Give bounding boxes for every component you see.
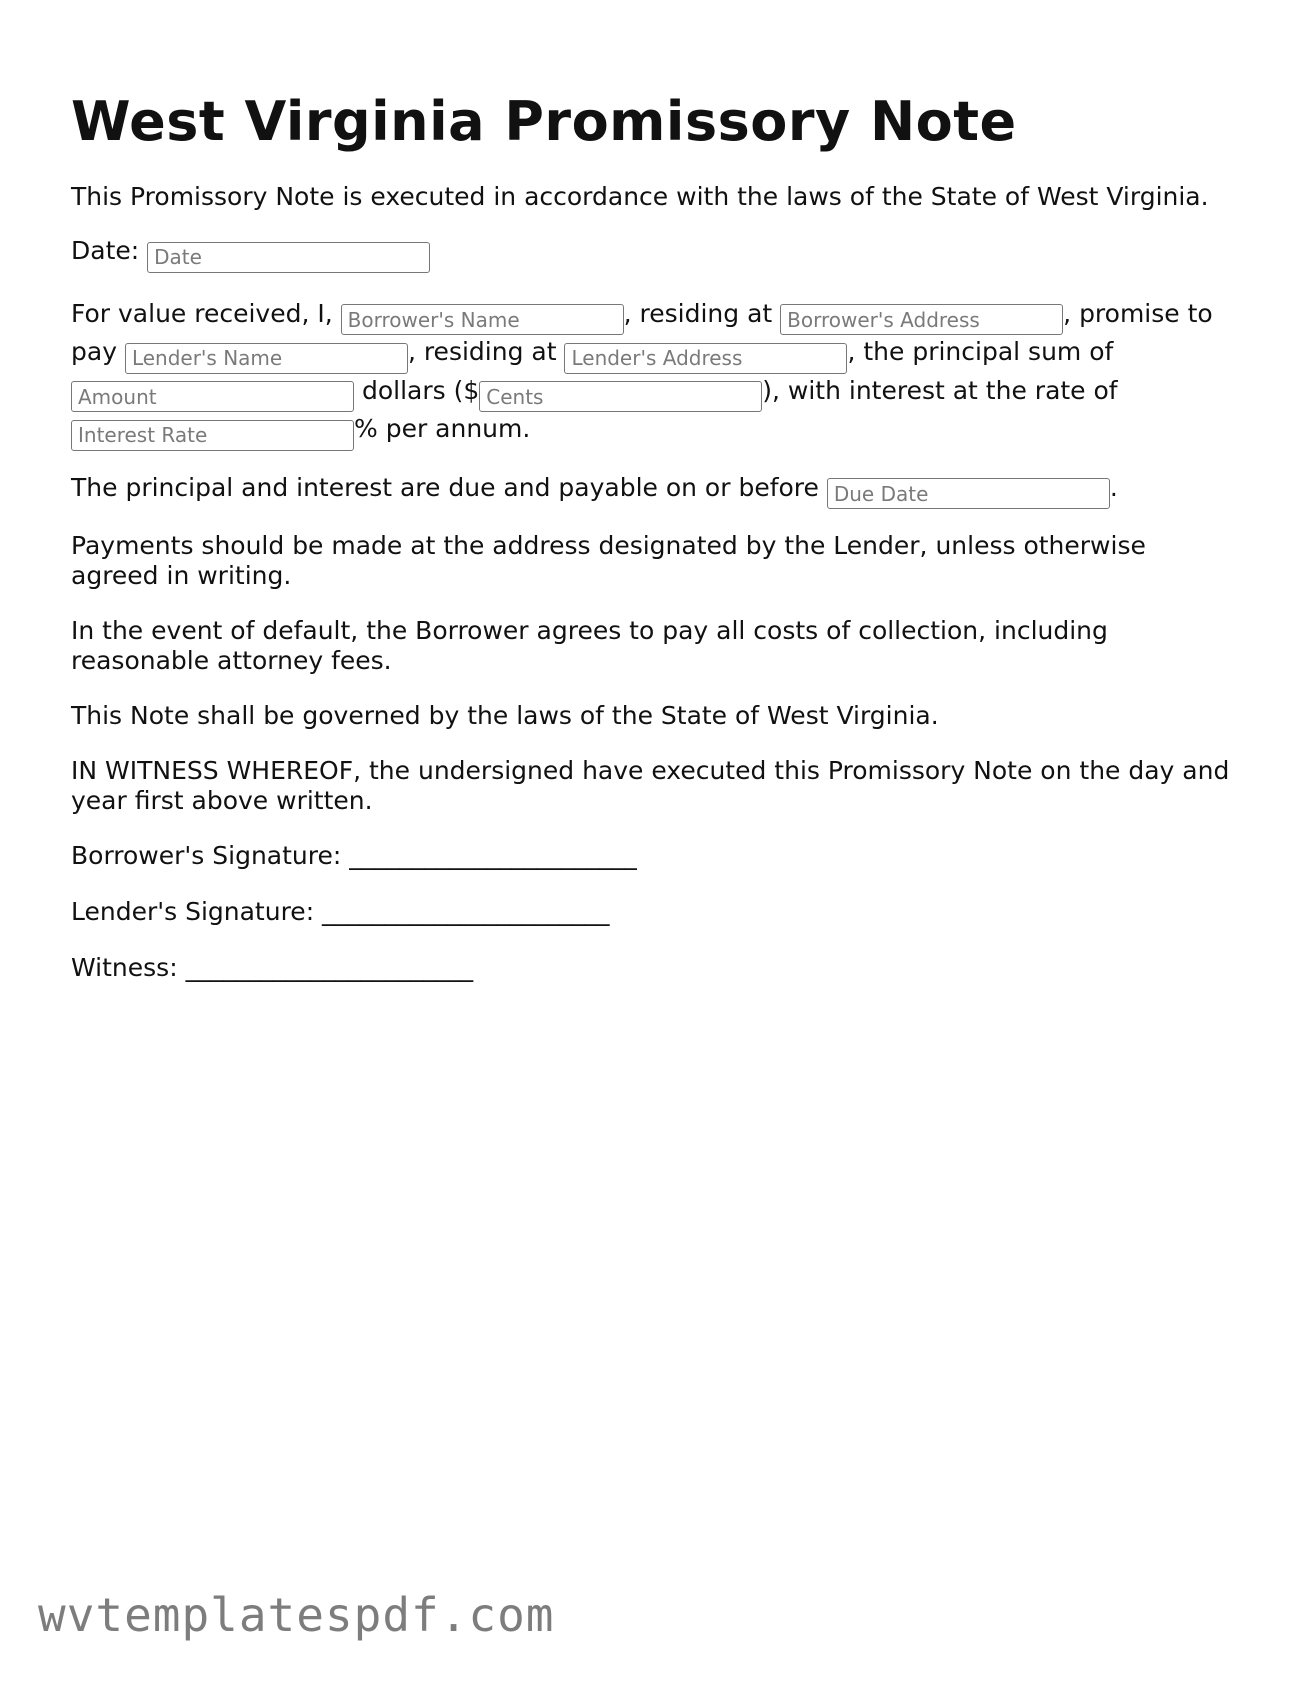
lender-signature-line: Lender's Signature: _______________________ bbox=[71, 897, 610, 926]
intro-paragraph: This Promissory Note is executed in accordance with the laws of the State of West Virginia. bbox=[71, 182, 1209, 211]
borrower-signature-line: Borrower's Signature: _______________________ bbox=[71, 841, 637, 870]
witness-signature-line: Witness: _______________________ bbox=[71, 953, 474, 982]
default-paragraph: In the event of default, the Borrower agrees to pay all costs of collection, including reasonable attorney fees. bbox=[71, 616, 1108, 675]
witness-clause: IN WITNESS WHEREOF, the undersigned have executed this Promissory Note on the day and year first above written. bbox=[71, 756, 1230, 815]
lender-name-field[interactable] bbox=[125, 343, 408, 374]
value-text-1: For value received, I, bbox=[71, 298, 333, 328]
governing-law-paragraph: This Note shall be governed by the laws of the State of West Virginia. bbox=[71, 701, 939, 730]
interest-rate-field[interactable] bbox=[71, 420, 354, 451]
value-clause bbox=[71, 297, 1241, 451]
amount-field[interactable] bbox=[71, 381, 354, 412]
document-title: West Virginia Promissory Note bbox=[71, 90, 1017, 153]
due-end: . bbox=[1109, 472, 1118, 502]
value-text-8: % per annum. bbox=[354, 414, 531, 443]
value-text-2: , residing at bbox=[623, 298, 773, 328]
date-line bbox=[71, 236, 1241, 273]
lender-address-field[interactable] bbox=[564, 343, 847, 374]
cents-field[interactable] bbox=[479, 381, 762, 412]
watermark: wvtemplatespdf.com bbox=[38, 1588, 555, 1642]
payments-paragraph: Payments should be made at the address designated by the Lender, unless otherwise agreed in writing. bbox=[71, 531, 1146, 590]
due-clause bbox=[71, 473, 1241, 510]
due-date-field[interactable] bbox=[827, 478, 1110, 509]
document-page bbox=[71, 84, 1241, 983]
date-field[interactable] bbox=[147, 242, 430, 273]
value-text-5: , the principal sum of bbox=[847, 337, 1114, 366]
date-label: Date: bbox=[71, 236, 140, 265]
value-text-7: ), with interest at the rate of bbox=[762, 375, 1118, 405]
borrower-address-field[interactable] bbox=[780, 304, 1063, 335]
borrower-name-field[interactable] bbox=[341, 304, 624, 335]
value-text-4: , residing at bbox=[407, 337, 557, 366]
value-text-6: dollars ($ bbox=[361, 375, 480, 405]
value-text-3: , promise to pay bbox=[71, 298, 1213, 366]
due-text: The principal and interest are due and payable on or before bbox=[71, 472, 819, 502]
